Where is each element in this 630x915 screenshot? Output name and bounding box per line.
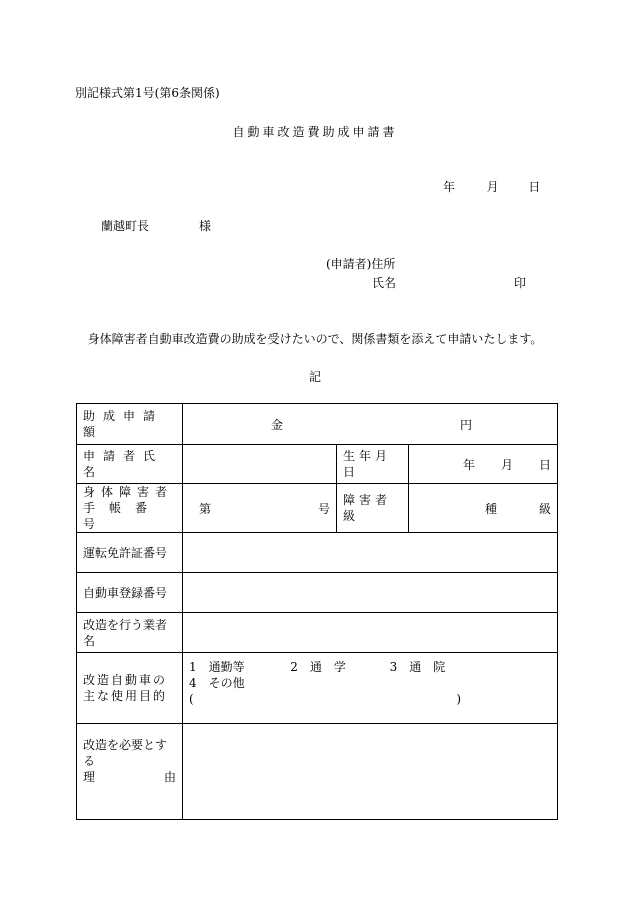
- contractor-label-cell: [77, 613, 183, 653]
- addressee: [101, 217, 211, 234]
- row-reason: [77, 724, 558, 820]
- row-amount: [77, 404, 558, 445]
- handbook-label-cell: [77, 484, 183, 533]
- document-title: 自動車改造費助成申請書: [232, 125, 398, 139]
- row-registration: [77, 573, 558, 613]
- birthdate-label-cell: [337, 445, 409, 484]
- date-line: [443, 178, 540, 195]
- applicant-name-label: 氏名: [372, 276, 397, 290]
- amount-en: 円: [460, 418, 473, 432]
- date-day: 日: [528, 180, 541, 194]
- applicant-name-table-label: 申請者氏名: [83, 449, 164, 479]
- birth-year: 年: [462, 457, 475, 472]
- grade-kyu: 級: [539, 501, 552, 516]
- seal-mark: 印: [514, 276, 527, 290]
- registration-field[interactable]: [183, 573, 558, 613]
- row-license: [77, 533, 558, 573]
- row-handbook: [77, 484, 558, 533]
- handbook-dai: 第: [199, 501, 212, 516]
- birth-month: 月: [500, 457, 513, 472]
- reason-label-line1: 改造を必要とする: [83, 737, 168, 768]
- grade-label: 障害者級: [343, 493, 392, 523]
- reason-label-yu: 由: [163, 769, 176, 784]
- addressee-honorific: 様: [199, 219, 212, 233]
- applicant-name-label-cell: [77, 445, 183, 484]
- date-year: 年: [443, 180, 456, 194]
- contractor-label: 改造を行う業者名: [83, 617, 168, 648]
- handbook-number-field[interactable]: [183, 484, 337, 533]
- paren-open: (: [189, 692, 194, 706]
- handbook-label-line1: 身体障害者: [83, 485, 174, 499]
- registration-label-cell: [77, 573, 183, 613]
- addressee-name: 蘭越町長: [101, 219, 150, 233]
- body-text: 身体障害者自動車改造費の助成を受けたいので、関係書類を添えて申請いたします。: [87, 332, 543, 346]
- ki-heading: 記: [308, 370, 321, 384]
- row-purpose: [77, 653, 558, 724]
- purpose-option-commute[interactable]: 1 通勤等: [189, 660, 245, 674]
- registration-label: 自動車登録番号: [83, 585, 168, 600]
- form-number: 別記様式第1号(第6条関係): [75, 86, 220, 100]
- reason-label-cell: [77, 724, 183, 820]
- purpose-option-other[interactable]: 4 その他: [189, 676, 245, 690]
- row-contractor: [77, 613, 558, 653]
- grade-shu: 種: [484, 501, 497, 516]
- birthdate-label: 生年月日: [343, 449, 392, 479]
- license-field[interactable]: [183, 533, 558, 573]
- reason-field[interactable]: [183, 724, 558, 820]
- applicant-address-label: (申請者)住所: [326, 257, 396, 271]
- paren-close: ): [456, 692, 461, 706]
- license-label-cell: [77, 533, 183, 573]
- purpose-other-detail[interactable]: [189, 691, 461, 707]
- amount-label: 助成申請額: [83, 409, 164, 439]
- purpose-option-hospital[interactable]: 3 通 院: [389, 660, 446, 674]
- purpose-option-school[interactable]: 2 通 学: [290, 660, 346, 674]
- license-label: 運転免許証番号: [83, 545, 168, 560]
- application-table: [76, 403, 558, 820]
- amount-label-cell: [77, 404, 183, 445]
- birthdate-field[interactable]: [409, 445, 558, 484]
- row-applicant-name: [77, 445, 558, 484]
- handbook-go: 号: [317, 501, 330, 516]
- purpose-label-line2: 主な使用目的: [83, 689, 168, 703]
- date-month: 月: [486, 180, 499, 194]
- purpose-field[interactable]: [183, 653, 558, 724]
- grade-label-cell: [337, 484, 409, 533]
- reason-label-ri: 理: [83, 769, 96, 784]
- purpose-label-line1: 改造自動車の: [83, 673, 168, 687]
- birth-day: 日: [539, 457, 552, 472]
- applicant-name-field[interactable]: [183, 445, 337, 484]
- contractor-field[interactable]: [183, 613, 558, 653]
- grade-field[interactable]: [409, 484, 558, 533]
- handbook-label-line2: 手帳番号: [83, 501, 162, 531]
- amount-field[interactable]: [183, 404, 558, 445]
- amount-kin: 金: [271, 418, 284, 432]
- purpose-label-cell: [77, 653, 183, 724]
